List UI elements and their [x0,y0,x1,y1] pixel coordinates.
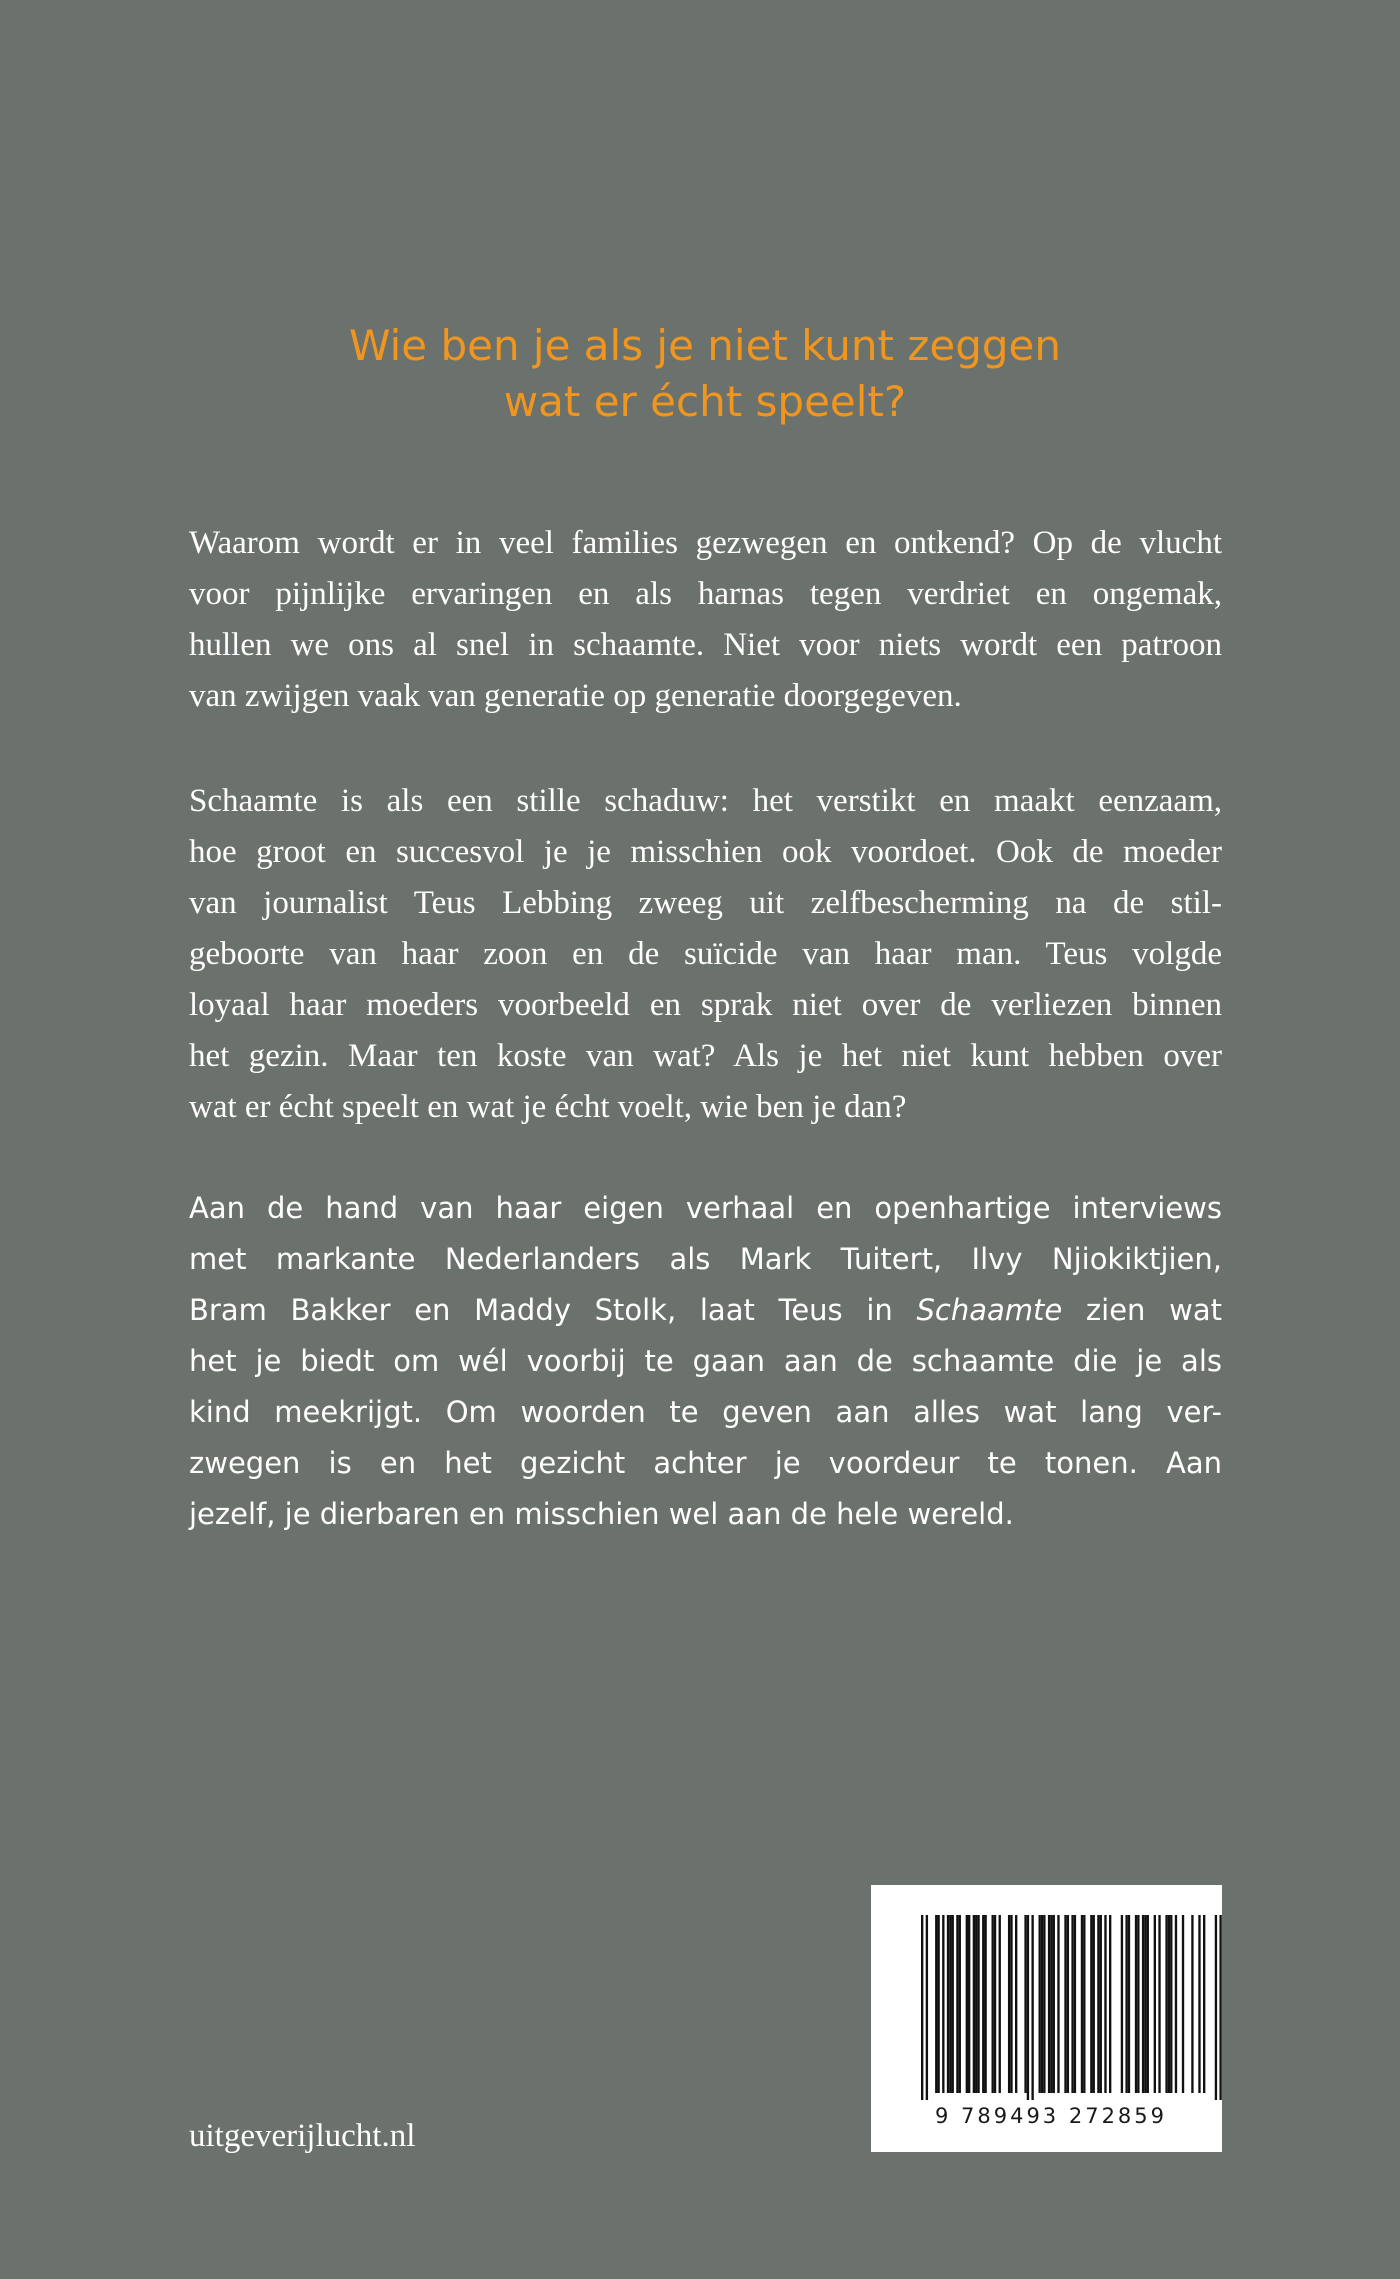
barcode-bar [977,1915,979,2093]
paragraph-line: het je biedt om wél voorbij te gaan aan de schaamte die je als [189,1344,1222,1378]
barcode-bar [949,1915,951,2093]
barcode-bar [1053,1915,1055,2093]
barcode-bar [982,1915,984,2093]
barcode-bar [1043,1915,1045,2093]
isbn-barcode [871,1885,1222,2152]
barcode-bar [1215,1915,1217,2100]
blurb-paragraph-2 [189,776,1222,1133]
barcode-bar [1064,1915,1066,2093]
barcode-bar [1203,1915,1205,2093]
barcode-bar [942,1915,944,2093]
barcode-bar [999,1915,1001,2093]
barcode-bar [952,1915,954,2093]
paragraph-line: kind meekrijgt. Om woorden te geven aan alles wat lang ver- [189,1395,1222,1429]
barcode-bar [1219,1915,1221,2100]
barcode-bar [1027,1915,1029,2100]
paragraph-line: Schaamte is als een stille schaduw: het verstikt en maakt eenzaam, [189,783,1222,819]
barcode-bar [1191,1915,1193,2093]
barcode-bar [1121,1915,1123,2093]
text-segment: Bram Bakker en Maddy Stolk, laat Teus in [189,1293,917,1327]
barcode-bar [926,1915,928,2100]
barcode-bar [1090,1915,1092,2093]
paragraph-line: Waarom wordt er in veel families gezwegen en ontkend? Op de vlucht [189,525,1222,561]
barcode-bar [968,1915,970,2093]
barcode-bar [1081,1915,1083,2093]
barcode-bar [1024,1915,1026,2093]
barcode-bar [1015,1915,1017,2093]
barcode-bar [1050,1915,1052,2093]
barcode-bar [1093,1915,1095,2093]
blurb-paragraph-1 [189,518,1222,722]
text-segment: zien wat [1062,1293,1222,1327]
barcode-bar [1071,1915,1073,2093]
barcode-bar [1031,1915,1033,2100]
barcode-bar [1039,1915,1041,2093]
barcode-bar [1182,1915,1184,2093]
book-title: Schaamte [916,1293,1063,1327]
barcode-bar [966,1915,968,2093]
barcode-bar [947,1915,949,2093]
barcode-bar [1074,1915,1076,2093]
tagline [190,318,1220,430]
barcode-bar [1104,1915,1106,2093]
barcode-bar [1135,1915,1137,2093]
barcode-bar [1010,1915,1012,2093]
paragraph-line: hullen we ons al snel in schaamte. Niet voor niets wordt een patroon [189,627,1222,663]
barcode-bar [1100,1915,1102,2093]
publisher-website[interactable]: uitgeverijlucht.nl [189,2118,416,2154]
tagline-line-1: Wie ben je als je niet kunt zeggen [349,321,1061,370]
barcode-bar [1083,1915,1085,2093]
barcode-bar [1165,1915,1167,2093]
paragraph-line: voor pijnlijke ervaringen en als harnas tegen verdriet en ongemak, [189,576,1222,612]
paragraph-line: van zwijgen vaak van generatie op generatie doorgegeven. [189,678,962,714]
barcode-bar [921,1915,923,2100]
barcode-bar [956,1915,958,2093]
barcode-bar [992,1915,994,2093]
barcode-bar [1154,1915,1156,2093]
barcode-bar [1144,1915,1146,2093]
barcode-bar [1048,1915,1050,2093]
paragraph-line: wat er écht speelt en wat je écht voelt, wie ben je dan? [189,1089,907,1125]
barcode-bar [973,1915,975,2093]
paragraph-line: met markante Nederlanders als Mark Tuitert, Ilvy Njiokiktjien, [189,1242,1222,1276]
paragraph-line: geboorte van haar zoon en de suïcide van haar man. Teus volgde [189,936,1222,972]
barcode-bar [1158,1915,1160,2093]
paragraph-line [189,1285,1222,1336]
paragraph-line: Aan de hand van haar eigen verhaal en openhartige interviews [189,1191,1222,1225]
barcode-bar [935,1915,937,2093]
barcode-bar [1067,1915,1069,2093]
paragraph-line: van journalist Teus Lebbing zweeg uit zelfbescherming na de stil- [189,885,1222,921]
paragraph-line: het gezin. Maar ten koste van wat? Als je het niet kunt hebben over [189,1038,1222,1074]
barcode-bar [1125,1915,1127,2093]
paragraph-line: jezelf, je dierbaren en misschien wel aan de hele wereld. [189,1497,1014,1531]
barcode-bar [1008,1915,1010,2093]
blurb-paragraph-3 [189,1183,1222,1540]
barcode-bar [1137,1915,1139,2093]
barcode-bar [994,1915,996,2093]
paragraph-line: hoe groot en succesvol je je misschien ook voordoet. Ook de moeder [189,834,1222,870]
barcode-bar [1147,1915,1149,2093]
paragraph-line: loyaal haar moeders voorbeeld en sprak niet over de verliezen binnen [189,987,1222,1023]
barcode-bar [1175,1915,1177,2093]
barcode-bar [937,1915,939,2093]
barcode-bar [1057,1915,1059,2093]
barcode-bar [959,1915,961,2093]
barcode-bar [1041,1915,1043,2093]
barcode-bar [1128,1915,1130,2093]
barcode-bar [975,1915,977,2093]
paragraph-line: zwegen is en het gezicht achter je voordeur te tonen. Aan [189,1446,1222,1480]
barcode-bar [1109,1915,1111,2093]
tagline-line-2: wat er écht speelt? [503,377,907,426]
barcode-bar [1198,1915,1200,2093]
isbn-digits: 9 789493 272859 [934,2104,1168,2128]
barcode-bar [984,1915,986,2093]
barcode-bar [1168,1915,1170,2093]
barcode-bar [1142,1915,1144,2093]
barcode-bar [1170,1915,1172,2093]
barcode-bar [1097,1915,1099,2093]
